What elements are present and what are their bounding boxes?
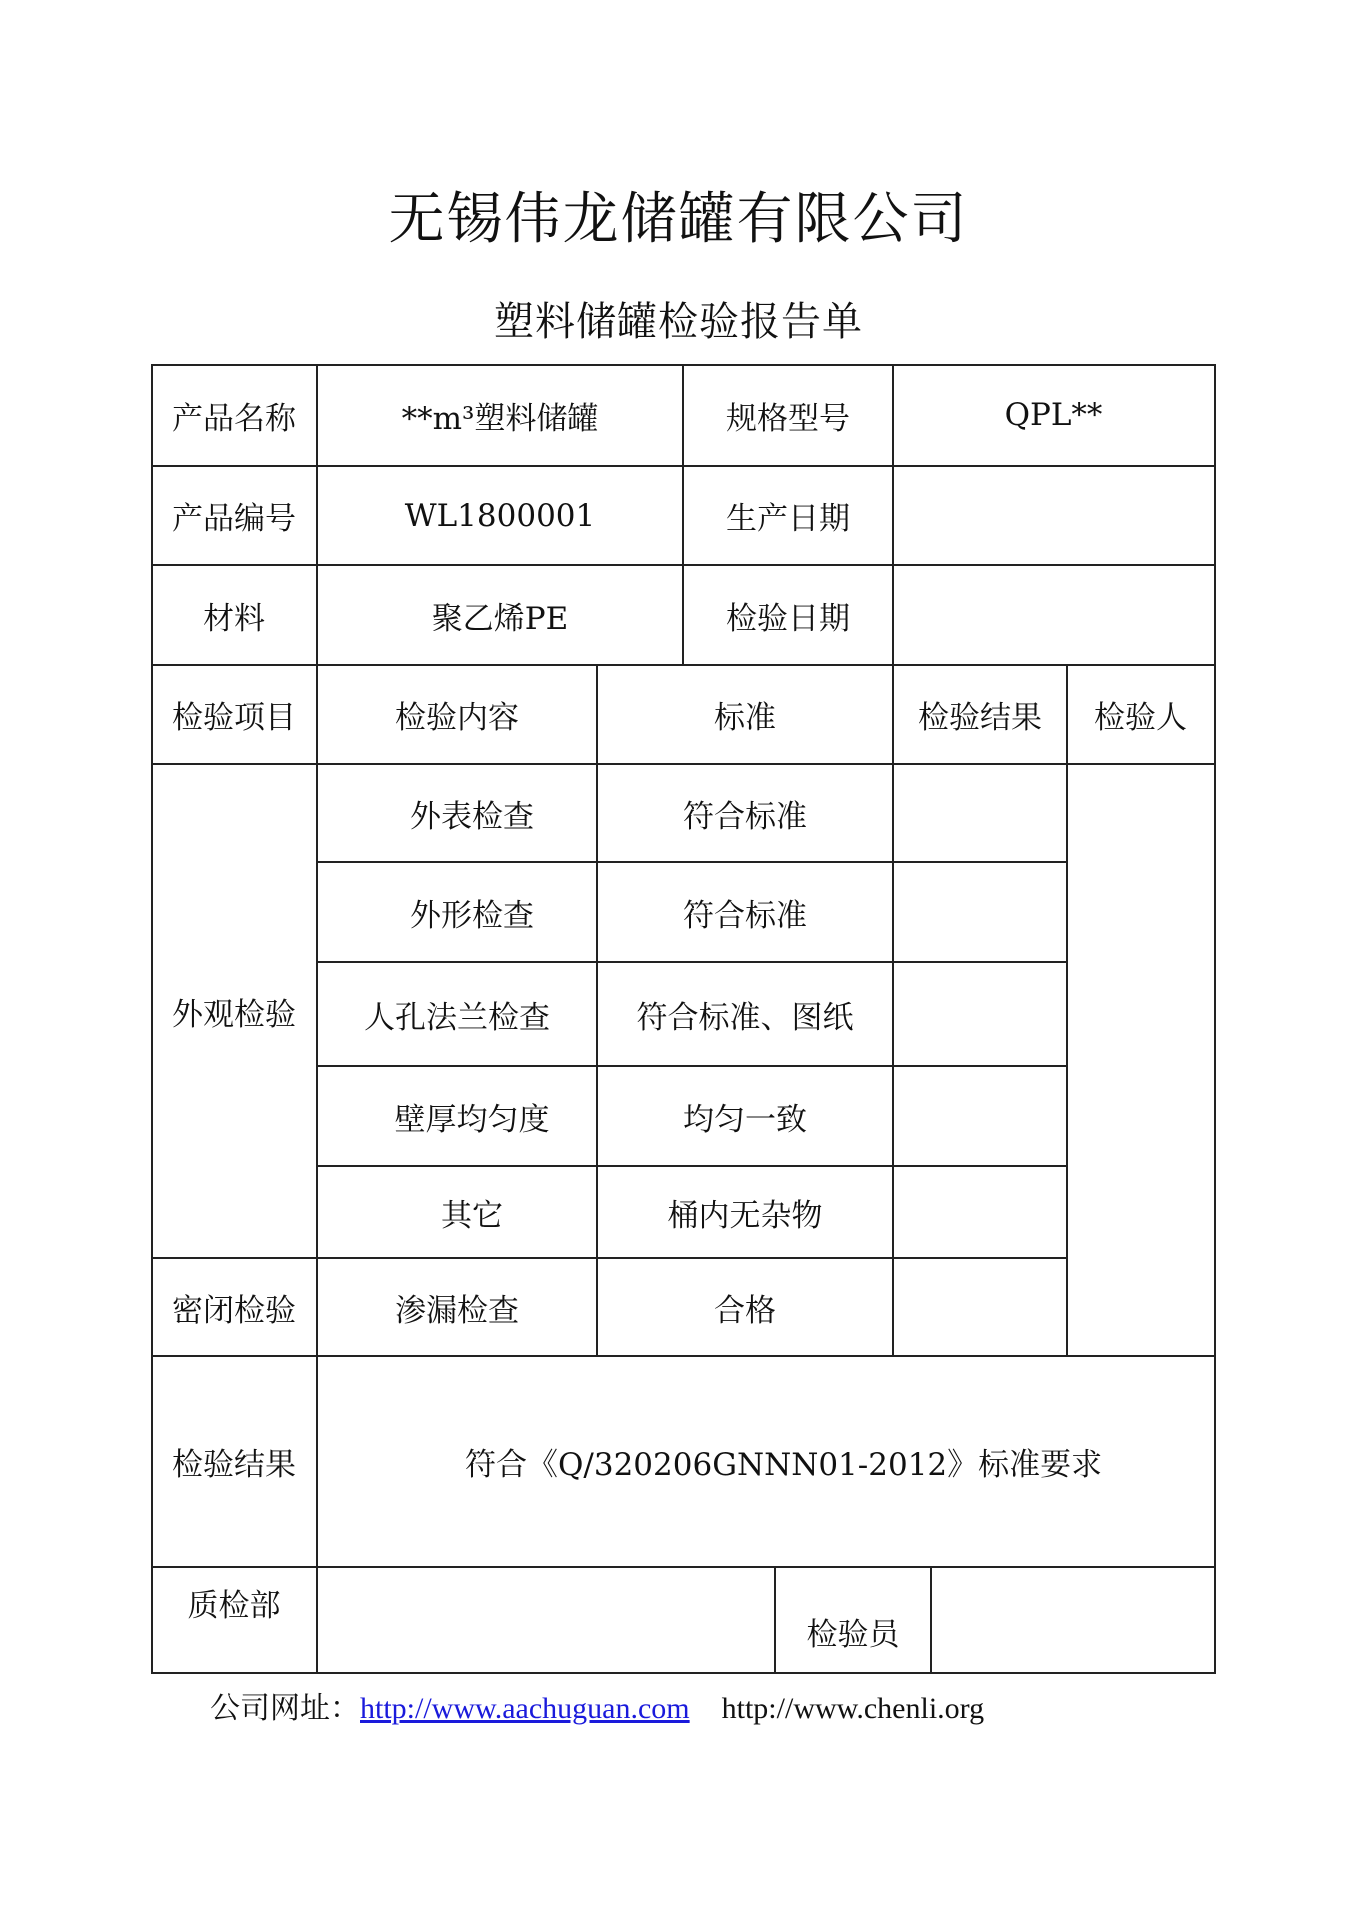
table-row-result[interactable] [893,1166,1067,1258]
qc-dept-value[interactable] [317,1567,775,1673]
inspection-date-label: 检验日期 [726,600,850,637]
table-row-content: 人孔法兰检查 [364,999,550,1036]
table-row-content: 渗漏检查 [395,1292,519,1329]
table-row-content: 外表检查 [410,798,534,835]
product-name-value[interactable]: **m³塑料储罐 [401,400,599,437]
table-row-content: 其它 [441,1197,503,1234]
spec-value[interactable]: QPL** [1004,397,1103,433]
footer [210,1683,984,1727]
group-appearance-label: 外观检验 [172,996,296,1033]
header-standard: 标准 [714,700,776,736]
inspection-date-value[interactable] [893,565,1214,665]
material-label: 材料 [203,600,265,637]
header-item: 检验项目 [172,700,296,736]
spec-label: 规格型号 [726,400,850,437]
material-value[interactable]: 聚乙烯PE [431,600,569,637]
inspector-value[interactable] [931,1567,1214,1673]
table-row-standard: 合格 [714,1292,776,1329]
website-link-aachuguan[interactable]: http://www.aachuguan.com [360,1692,690,1725]
table-border-right [1214,364,1216,1674]
website-text-chenli: http://www.chenli.org [721,1692,985,1725]
table-row-result[interactable] [893,962,1067,1066]
group-sealing-label: 密闭检验 [172,1292,296,1329]
company-title: 无锡伟龙储罐有限公司 [388,187,969,252]
header-inspector: 检验人 [1094,700,1187,736]
table-row-content: 外形检查 [410,897,534,934]
table-row-result[interactable] [893,764,1067,862]
table-row-standard: 均匀一致 [683,1101,807,1138]
conclusion-value[interactable]: 符合《Q/320206GNNN01-2012》标准要求 [465,1447,1103,1483]
production-date-label: 生产日期 [726,501,850,537]
product-name-label: 产品名称 [172,400,296,437]
conclusion-label: 检验结果 [172,1447,296,1483]
product-no-label: 产品编号 [172,501,296,537]
table-row-result[interactable] [893,862,1067,962]
report-title: 塑料储罐检验报告单 [494,299,863,345]
production-date-value[interactable] [893,466,1214,565]
table-row-result[interactable] [893,1066,1067,1166]
table-row-standard: 符合标准、图纸 [636,999,854,1036]
footer-label: 公司网址： [210,1692,360,1725]
table-row-standard: 桶内无杂物 [667,1197,823,1234]
table-row-standard: 符合标准 [683,897,807,934]
inspector-cell[interactable] [1067,764,1214,1356]
table-row-content: 壁厚均匀度 [394,1101,550,1138]
qc-dept-label: 质检部 [187,1587,281,1624]
product-no-value[interactable]: WL1800001 [404,497,596,534]
table-row-result[interactable] [893,1258,1067,1356]
table-row-standard: 符合标准 [683,798,807,835]
header-result: 检验结果 [918,700,1042,736]
inspector-label: 检验员 [806,1617,900,1653]
header-content: 检验内容 [395,700,519,736]
